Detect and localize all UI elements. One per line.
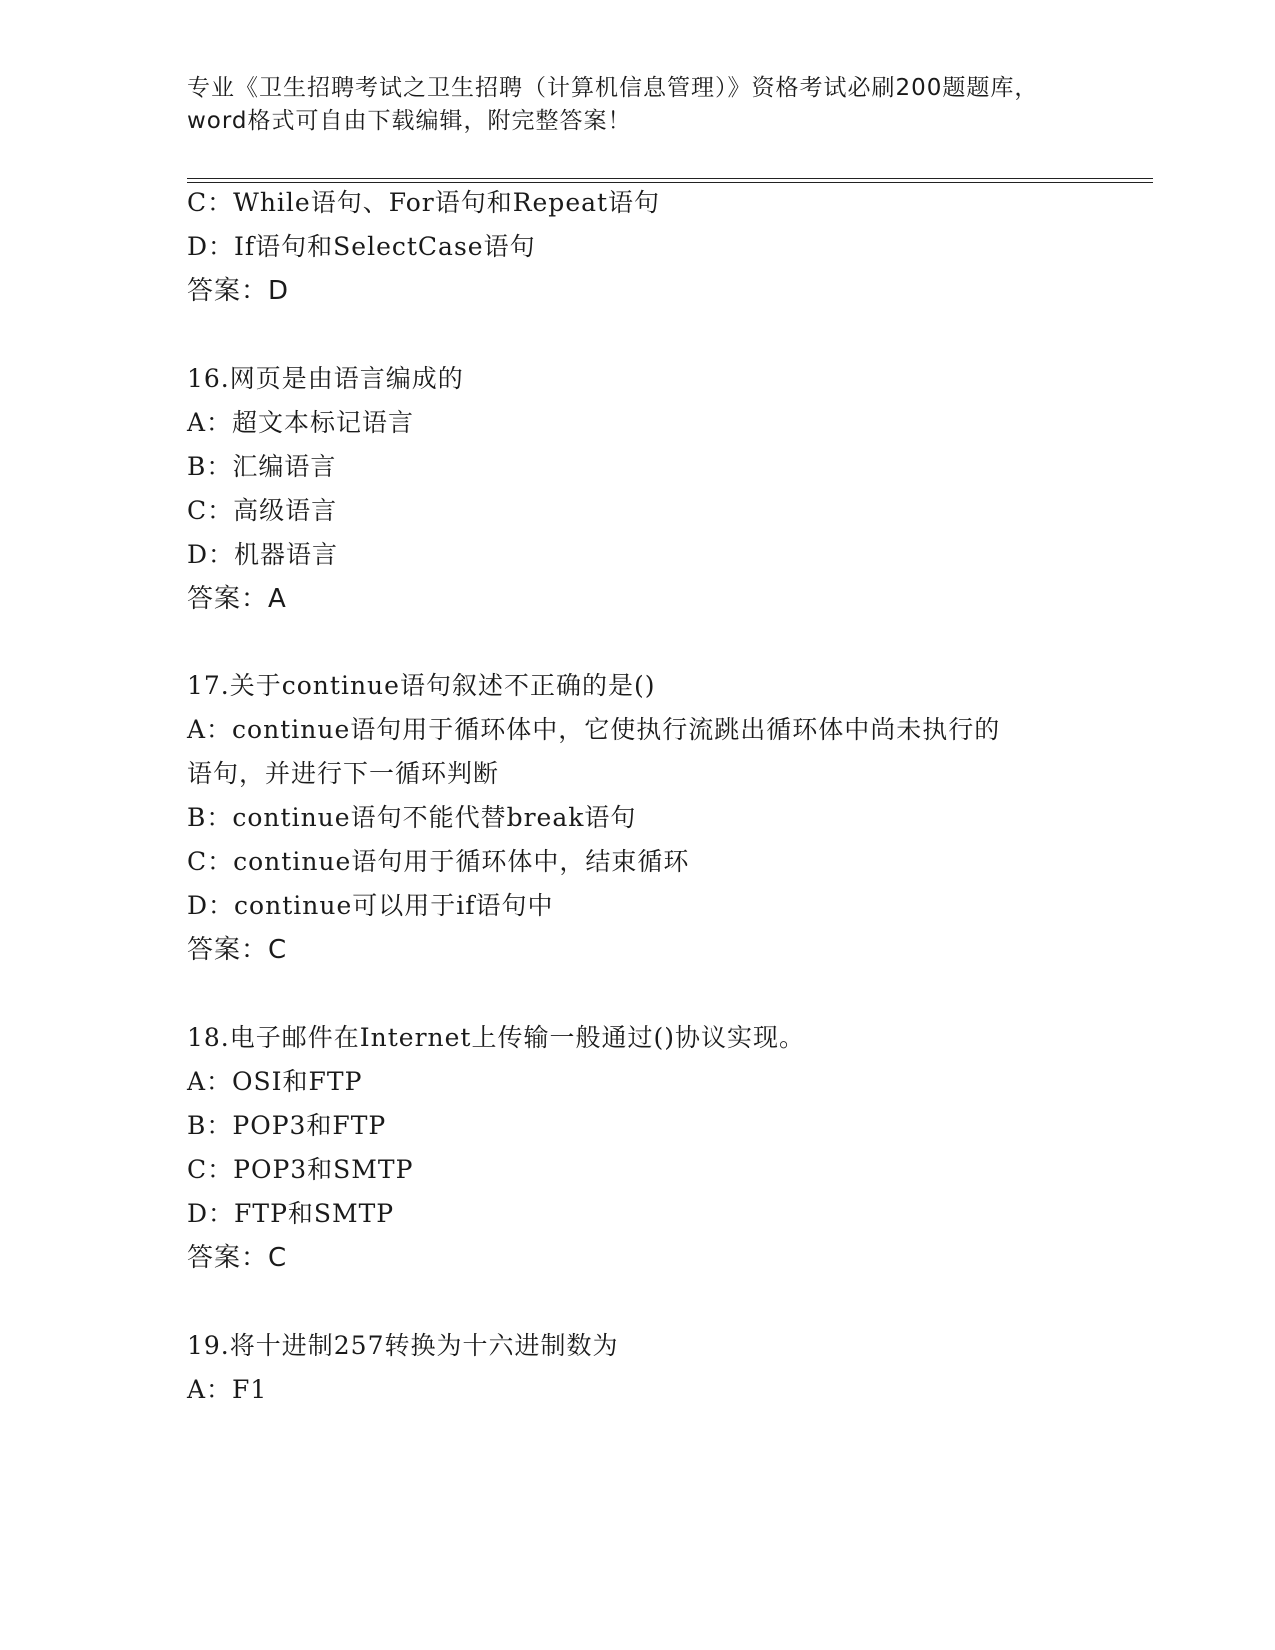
page-header [187,72,1087,138]
q17-option-d: D：continue可以用于if语句中 [187,891,554,920]
q16-option-a: A：超文本标记语言 [187,408,415,437]
q18-option-b: B：POP3和FTP [187,1111,387,1140]
header-line-1: 专业《卫生招聘考试之卫生招聘（计算机信息管理）》资格考试必刷200题题库， [187,75,1039,101]
q17-answer: 答案：C [187,935,288,965]
q16-option-d: D：机器语言 [187,540,339,569]
q19-option-a: A：F1 [187,1375,268,1404]
q16-answer: 答案：A [187,584,287,614]
q18-option-a: A：OSI和FTP [187,1067,363,1096]
q15-option-c: C：While语句、For语句和Repeat语句 [187,188,661,217]
q15-option-d: D：If语句和SelectCase语句 [187,232,536,261]
q18-question: 18.电子邮件在Internet上传输一般通过()协议实现。 [187,1023,805,1052]
q16-question: 16.网页是由语言编成的 [187,364,464,393]
q18-option-d: D：FTP和SMTP [187,1199,395,1228]
q18-option-c: C：POP3和SMTP [187,1155,414,1184]
q17-option-a-line-1: A：continue语句用于循环体中，它使执行流跳出循环体中尚未执行的 [187,715,1001,744]
q16-option-b: B：汇编语言 [187,452,337,481]
header-divider [187,178,1153,183]
q17-option-b: B：continue语句不能代替break语句 [187,803,637,832]
q18-answer: 答案：C [187,1243,288,1273]
header-line-2: word格式可自由下载编辑，附完整答案！ [187,108,632,134]
q17-question: 17.关于continue语句叙述不正确的是() [187,671,656,700]
q17-option-c: C：continue语句用于循环体中，结束循环 [187,847,690,876]
q17-option-a-line-2: 语句，并进行下一循环判断 [187,759,500,788]
q16-option-c: C：高级语言 [187,496,338,525]
q19-question: 19.将十进制257转换为十六进制数为 [187,1331,619,1360]
q15-answer: 答案：D [187,276,290,306]
